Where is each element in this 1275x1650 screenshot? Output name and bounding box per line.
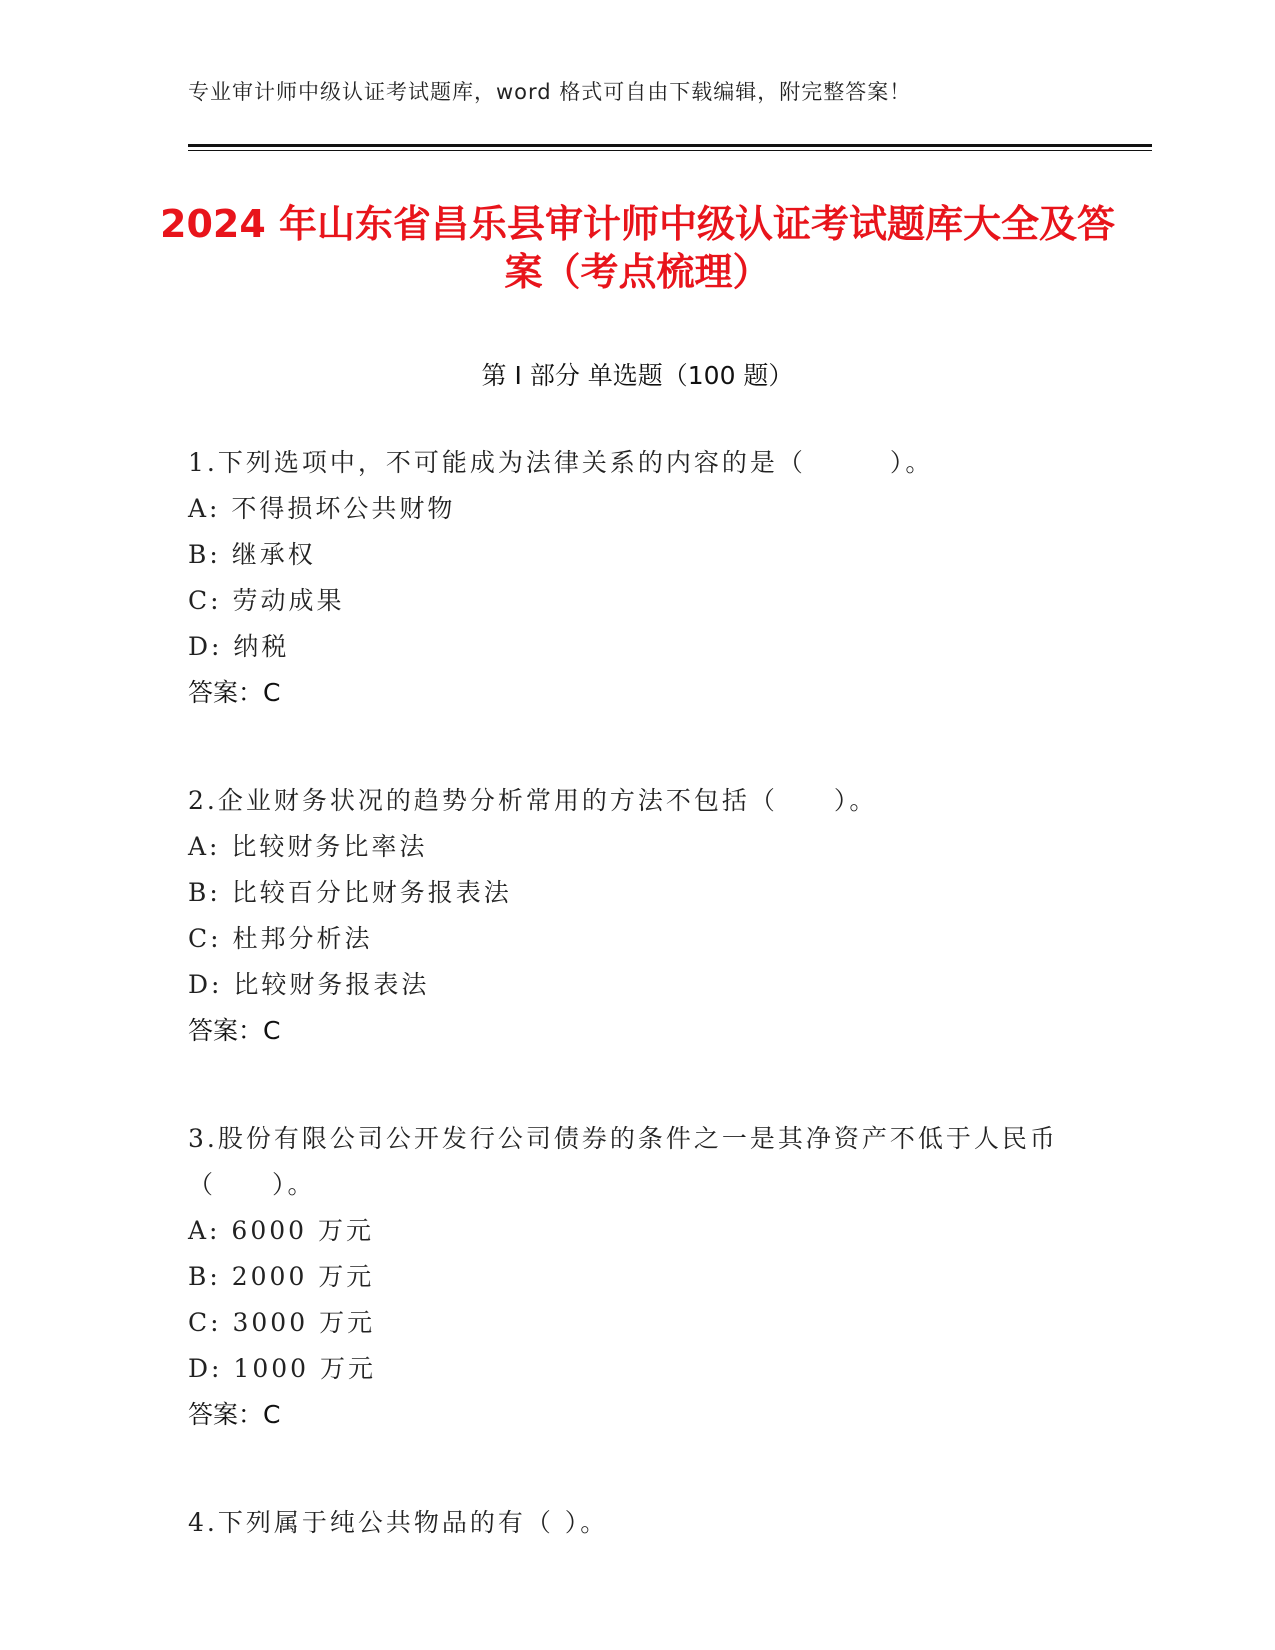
answer: 答案：C: [188, 1016, 281, 1045]
option-a: A: 6000 万元: [188, 1216, 374, 1245]
header-divider-thin: [188, 150, 1152, 151]
option-c: C: 劳动成果: [188, 586, 345, 615]
header-divider-thick: [188, 144, 1152, 147]
option-b: B: 2000 万元: [188, 1262, 375, 1291]
document-title: 2024 年山东省昌乐县审计师中级认证考试题库大全及答案（考点梳理）: [160, 202, 1115, 294]
option-d: D: 比较财务报表法: [188, 970, 430, 999]
question-3: [188, 1116, 1088, 1438]
option-c: C: 3000 万元: [188, 1308, 376, 1337]
answer: 答案：C: [188, 1400, 281, 1429]
option-a: A: 比较财务比率法: [188, 832, 428, 861]
question-2: [188, 778, 1088, 1054]
question-1: [188, 440, 1088, 716]
question-list: [188, 440, 1088, 1608]
section-title: 第 I 部分 单选题（100 题）: [481, 361, 794, 390]
option-a: A: 不得损坏公共财物: [188, 494, 456, 523]
option-b: B: 比较百分比财务报表法: [188, 878, 512, 907]
question-text: 4.下列属于纯公共物品的有（ ）。: [188, 1508, 609, 1537]
question-text: 1.下列选项中，不可能成为法律关系的内容的是（ ）。: [188, 448, 934, 477]
option-c: C: 杜邦分析法: [188, 924, 373, 953]
question-4: [188, 1500, 1088, 1546]
answer: 答案：C: [188, 678, 281, 707]
option-b: B: 继承权: [188, 540, 316, 569]
option-d: D: 1000 万元: [188, 1354, 376, 1383]
header-note: 专业审计师中级认证考试题库，word 格式可自由下载编辑，附完整答案！: [188, 80, 912, 104]
option-d: D: 纳税: [188, 632, 290, 661]
question-text: 3.股份有限公司公开发行公司债券的条件之一是其净资产不低于人民币（ ）。: [188, 1124, 1058, 1199]
question-text: 2.企业财务状况的趋势分析常用的方法不包括（ ）。: [188, 786, 878, 815]
